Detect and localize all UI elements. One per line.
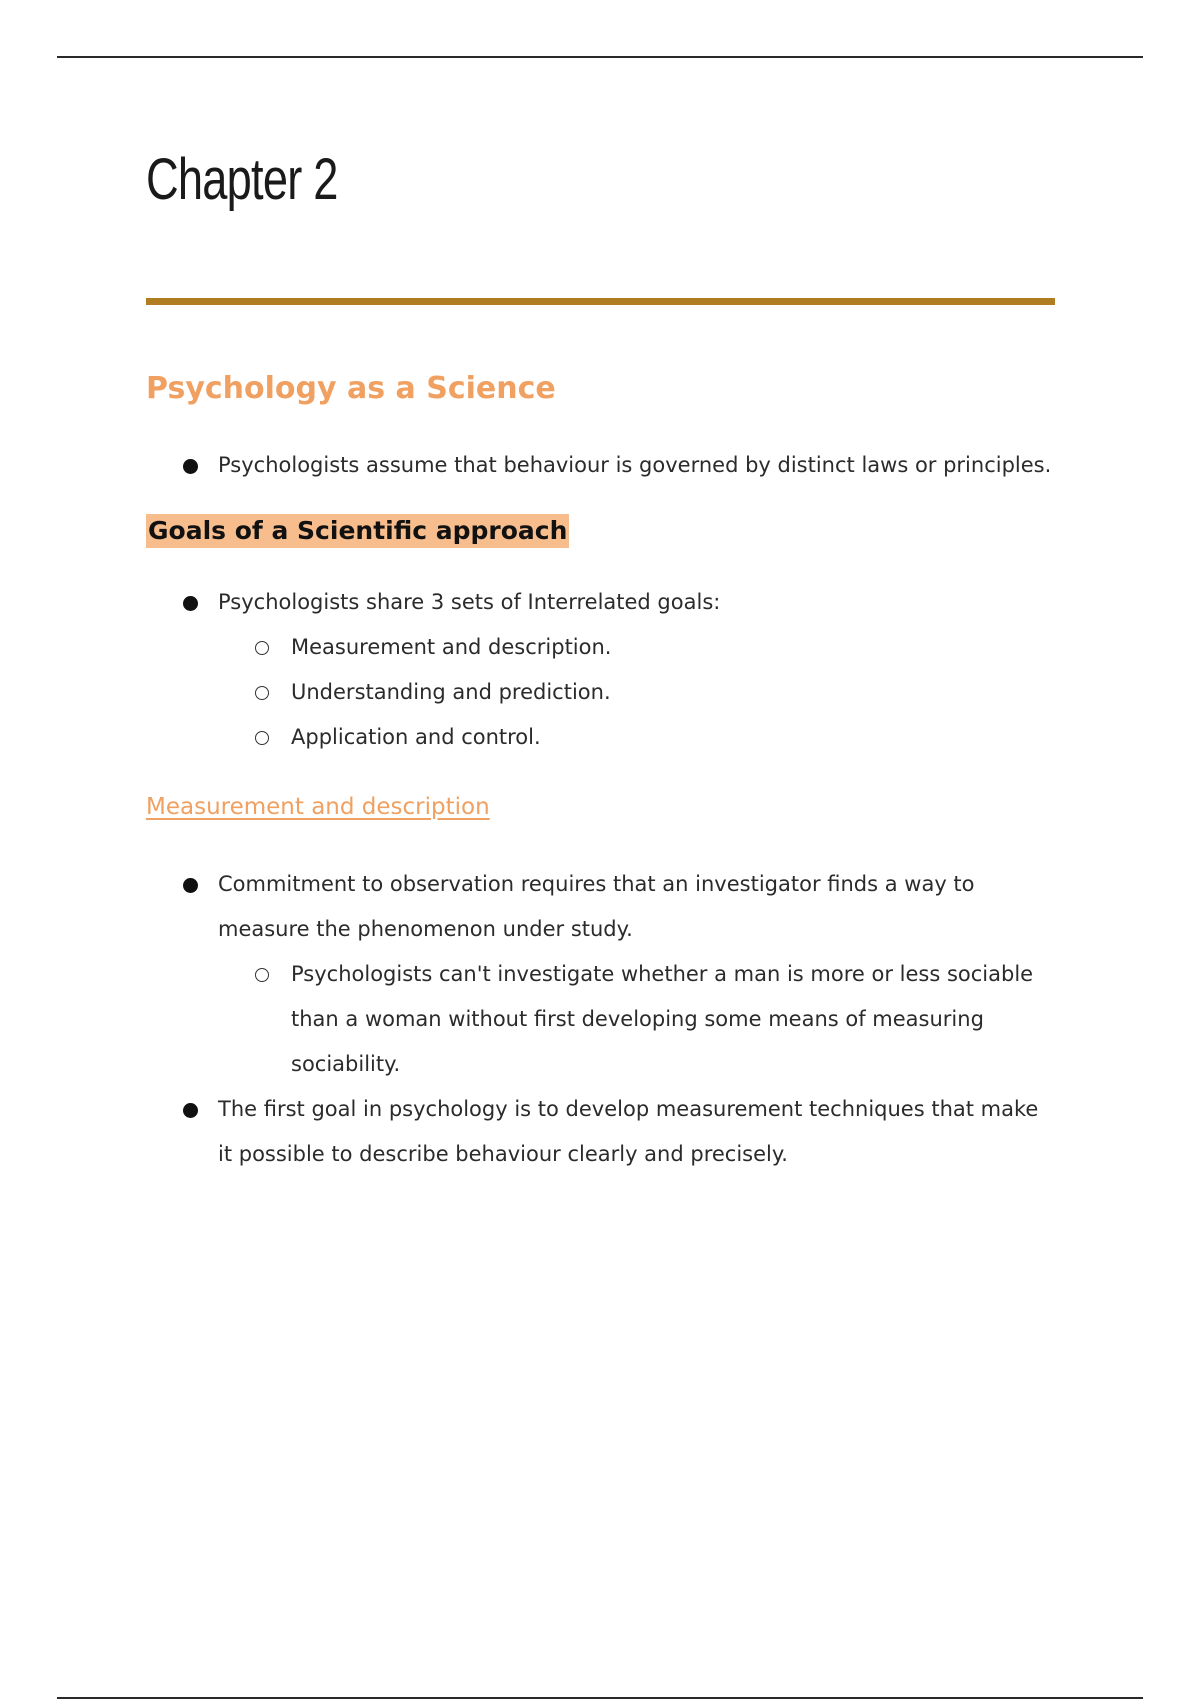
bullet-circle-icon <box>255 641 269 655</box>
sub-list-item-text: Application and control. <box>291 725 541 749</box>
section-bullet-list <box>146 443 1056 488</box>
bullet-dot-icon <box>183 596 198 611</box>
page-bottom-rule <box>57 1697 1143 1699</box>
bullet-dot-icon <box>183 878 198 893</box>
bullet-dot-icon <box>183 459 198 474</box>
bullet-circle-icon <box>255 968 269 982</box>
chapter-title: Chapter 2 <box>146 147 338 212</box>
title-divider-bar <box>146 298 1055 305</box>
sub-list-item <box>146 952 1056 1087</box>
list-item <box>146 443 1056 488</box>
list-item-text: The first goal in psychology is to develop measurement techniques that make it possible to describe behaviour clearly and precisely. <box>218 1097 1039 1166</box>
document-content <box>146 140 1056 1177</box>
goals-bullet-list <box>146 580 1056 760</box>
sub-list-item-text: Psychologists can't investigate whether a man is more or less sociable than a woman without first developing some means of measuring sociability. <box>291 962 1034 1076</box>
sub-list-item <box>146 625 1056 670</box>
sub-list-item-text: Understanding and prediction. <box>291 680 611 704</box>
list-item <box>146 580 1056 625</box>
list-item <box>146 862 1056 952</box>
bullet-circle-icon <box>255 686 269 700</box>
sub-list-item-text: Measurement and description. <box>291 635 612 659</box>
sub-list-item <box>146 670 1056 715</box>
goals-heading: Goals of a Scientific approach <box>146 514 569 548</box>
measurement-heading-link[interactable]: Measurement and description <box>146 794 490 820</box>
sub-list-item <box>146 715 1056 760</box>
list-item-text: Psychologists share 3 sets of Interrelated goals: <box>218 590 721 614</box>
list-item <box>146 1087 1056 1177</box>
bullet-dot-icon <box>183 1103 198 1118</box>
page-top-rule <box>57 56 1143 58</box>
section-heading: Psychology as a Science <box>146 371 556 406</box>
list-item-text: Commitment to observation requires that an investigator finds a way to measure the phenomenon under study. <box>218 872 975 941</box>
list-item-text: Psychologists assume that behaviour is governed by distinct laws or principles. <box>218 453 1052 477</box>
measurement-bullet-list <box>146 862 1056 1177</box>
bullet-circle-icon <box>255 731 269 745</box>
